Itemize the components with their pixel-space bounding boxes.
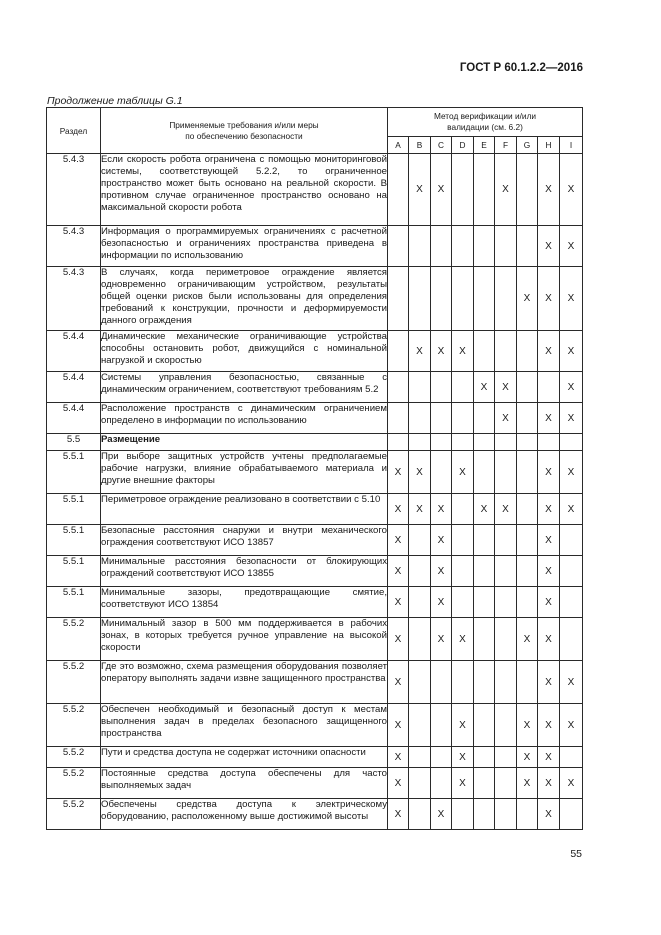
method-mark-e [474,331,495,372]
method-mark-d: X [452,451,474,494]
method-mark-h: X [538,267,560,331]
method-mark-g [517,494,538,525]
method-mark-i [560,556,583,587]
method-mark-h: X [538,154,560,226]
method-mark-b [409,267,431,331]
method-mark-a [388,154,409,226]
method-mark-g [517,434,538,451]
method-mark-c [431,747,452,768]
section-cell: 5.5.2 [47,768,101,799]
section-cell: 5.5.2 [47,661,101,704]
method-mark-h: X [538,403,560,434]
method-mark-h: X [538,661,560,704]
section-cell: 5.4.3 [47,226,101,267]
page-number: 55 [570,848,582,860]
method-mark-e [474,799,495,830]
method-mark-b [409,434,431,451]
method-mark-h: X [538,799,560,830]
method-mark-a: X [388,525,409,556]
method-mark-d [452,372,474,403]
method-mark-a: X [388,799,409,830]
section-cell: 5.4.4 [47,403,101,434]
method-mark-h [538,372,560,403]
requirement-cell: Пути и средства доступа не содержат источники опасности [101,747,388,768]
method-mark-i [560,747,583,768]
section-cell: 5.5.1 [47,556,101,587]
method-mark-a: X [388,556,409,587]
requirement-cell: Минимальный зазор в 500 мм поддерживается в рабочих зонах, в которых требуется ручное управление на высокой скорости [101,618,388,661]
table-row [47,661,583,704]
header-method: Метод верификации и/или валидации (см. 6.2) [388,108,583,137]
method-mark-h [538,434,560,451]
method-mark-d: X [452,747,474,768]
method-mark-f: X [495,372,517,403]
method-mark-h: X [538,747,560,768]
method-mark-f [495,525,517,556]
method-mark-g [517,372,538,403]
table-row [47,372,583,403]
method-mark-g: X [517,704,538,747]
method-mark-g [517,154,538,226]
method-mark-e [474,768,495,799]
table-row [47,768,583,799]
method-mark-c: X [431,799,452,830]
method-mark-g [517,451,538,494]
method-mark-h: X [538,525,560,556]
method-mark-f [495,661,517,704]
section-cell: 5.5.2 [47,747,101,768]
table-row [47,556,583,587]
method-mark-i: X [560,372,583,403]
method-mark-f [495,226,517,267]
method-mark-f: X [495,403,517,434]
method-mark-i: X [560,267,583,331]
method-mark-b: X [409,331,431,372]
method-mark-a [388,226,409,267]
method-mark-h: X [538,768,560,799]
method-mark-i: X [560,494,583,525]
requirement-cell: Динамические механические ограничивающие устройства способны остановить робот, движущийся с номинальной нагрузкой и скоростью [101,331,388,372]
method-mark-e [474,154,495,226]
method-mark-g: X [517,618,538,661]
method-mark-f [495,587,517,618]
method-mark-c [431,451,452,494]
method-mark-f [495,704,517,747]
method-mark-c [431,768,452,799]
method-mark-c: X [431,556,452,587]
method-mark-b [409,403,431,434]
method-mark-e [474,618,495,661]
method-mark-d [452,403,474,434]
requirement-cell: Размещение [101,434,388,451]
method-mark-i [560,587,583,618]
method-mark-f [495,747,517,768]
method-mark-b [409,747,431,768]
method-mark-a: X [388,494,409,525]
table-row [47,587,583,618]
table-row [47,226,583,267]
section-cell: 5.5.1 [47,451,101,494]
method-mark-a: X [388,704,409,747]
method-mark-e [474,226,495,267]
method-mark-i [560,434,583,451]
method-mark-d [452,587,474,618]
method-mark-e [474,451,495,494]
method-mark-f [495,618,517,661]
method-mark-e [474,661,495,704]
method-mark-d [452,154,474,226]
requirement-cell: Минимальные зазоры, предотвращающие смятие, соответствуют ИСО 13854 [101,587,388,618]
requirement-cell: Минимальные расстояния безопасности от блокирующих ограждений соответствуют ИСО 13855 [101,556,388,587]
method-header-g: G [517,137,538,154]
method-header-e: E [474,137,495,154]
method-mark-g [517,525,538,556]
section-cell: 5.5 [47,434,101,451]
method-mark-d [452,661,474,704]
method-mark-g [517,556,538,587]
method-mark-i [560,618,583,661]
method-mark-h: X [538,331,560,372]
method-mark-h: X [538,587,560,618]
method-mark-b [409,372,431,403]
method-mark-i: X [560,451,583,494]
method-mark-i: X [560,403,583,434]
section-cell: 5.4.3 [47,154,101,226]
method-mark-h: X [538,704,560,747]
table-row [47,331,583,372]
method-mark-a: X [388,661,409,704]
table-row [47,618,583,661]
method-mark-c [431,226,452,267]
method-mark-i: X [560,661,583,704]
header-section: Раздел [47,108,101,154]
method-mark-e [474,704,495,747]
requirement-cell: Периметровое ограждение реализовано в соответствии с 5.10 [101,494,388,525]
method-mark-e [474,556,495,587]
method-mark-b [409,799,431,830]
method-header-i: I [560,137,583,154]
method-header-h: H [538,137,560,154]
table-row [47,525,583,556]
requirement-cell: Системы управления безопасностью, связанные с динамическим ограничением, соответствуют требованиям 5.2 [101,372,388,403]
method-mark-h: X [538,451,560,494]
method-mark-f [495,434,517,451]
table-row [47,267,583,331]
table-row [47,747,583,768]
method-mark-c [431,434,452,451]
method-mark-b [409,661,431,704]
method-mark-g [517,226,538,267]
method-mark-h: X [538,556,560,587]
method-mark-g: X [517,267,538,331]
document-code: ГОСТ Р 60.1.2.2—2016 [459,62,583,74]
method-mark-a [388,403,409,434]
method-mark-d: X [452,331,474,372]
method-mark-c [431,267,452,331]
requirement-cell: Информация о программируемых ограничениях с расчетной безопасностью и ограничениях пространства приведена в информации по использованию [101,226,388,267]
method-mark-g [517,403,538,434]
requirement-cell: В случаях, когда периметровое ограждение является одновременно ограничивающим устройством, результаты общей оценки рисков были использованы для определения требований к конструкции, прочности и деформируемости данного ограждения [101,267,388,331]
table-row [47,799,583,830]
method-mark-b [409,587,431,618]
method-mark-d [452,799,474,830]
section-cell: 5.5.2 [47,799,101,830]
method-mark-b [409,618,431,661]
method-mark-g: X [517,747,538,768]
method-mark-b [409,556,431,587]
method-mark-e [474,747,495,768]
method-mark-g [517,661,538,704]
method-mark-b [409,226,431,267]
method-mark-h: X [538,618,560,661]
requirement-cell: Обеспечен необходимый и безопасный доступ к местам выполнения задач в пределах безопасного защищенного пространства [101,704,388,747]
method-mark-i: X [560,768,583,799]
table-row [47,154,583,226]
method-mark-d [452,434,474,451]
method-mark-c: X [431,331,452,372]
method-mark-h: X [538,494,560,525]
table-row [47,403,583,434]
method-mark-i: X [560,704,583,747]
method-mark-h: X [538,226,560,267]
method-mark-g [517,799,538,830]
method-mark-g: X [517,768,538,799]
section-cell: 5.5.1 [47,587,101,618]
method-mark-i [560,799,583,830]
requirement-cell: При выборе защитных устройств учтены предполагаемые рабочие нагрузки, влияние обрабатываемого материала и другие внешние факторы [101,451,388,494]
method-mark-f: X [495,154,517,226]
table-row [47,704,583,747]
method-mark-e [474,403,495,434]
method-mark-a: X [388,768,409,799]
method-mark-c [431,403,452,434]
method-mark-f [495,556,517,587]
method-mark-c: X [431,525,452,556]
method-mark-a: X [388,587,409,618]
method-mark-b [409,704,431,747]
method-header-d: D [452,137,474,154]
method-mark-d: X [452,618,474,661]
method-mark-d [452,226,474,267]
method-mark-b [409,525,431,556]
section-cell: 5.4.3 [47,267,101,331]
section-cell: 5.5.2 [47,618,101,661]
method-mark-d [452,556,474,587]
method-mark-e [474,267,495,331]
method-mark-e [474,434,495,451]
method-mark-a: X [388,618,409,661]
table-caption: Продолжение таблицы G.1 [47,95,183,107]
method-mark-c: X [431,587,452,618]
method-header-b: B [409,137,431,154]
method-mark-a: X [388,747,409,768]
method-mark-c [431,704,452,747]
section-cell: 5.5.1 [47,494,101,525]
method-mark-c: X [431,154,452,226]
method-mark-e: X [474,494,495,525]
section-cell: 5.4.4 [47,331,101,372]
method-mark-f [495,331,517,372]
method-mark-a: X [388,451,409,494]
method-mark-f [495,799,517,830]
requirement-cell: Расположение пространств с динамическим ограничением определено в информации по использованию [101,403,388,434]
method-header-f: F [495,137,517,154]
method-mark-f [495,768,517,799]
method-mark-d [452,267,474,331]
method-mark-g [517,587,538,618]
requirement-cell: Безопасные расстояния снаружи и внутри механического ограждения соответствуют ИСО 13857 [101,525,388,556]
method-mark-a [388,331,409,372]
header-requirements: Применяемые требования и/или меры по обеспечению безопасности [101,108,388,154]
method-mark-i: X [560,154,583,226]
section-cell: 5.4.4 [47,372,101,403]
method-mark-a [388,267,409,331]
method-mark-b: X [409,451,431,494]
method-mark-b: X [409,494,431,525]
method-mark-c: X [431,618,452,661]
section-cell: 5.5.1 [47,525,101,556]
requirements-table [46,107,583,830]
requirement-cell: Постоянные средства доступа обеспечены для часто выполняемых задач [101,768,388,799]
method-mark-c [431,661,452,704]
method-mark-f: X [495,494,517,525]
method-header-c: C [431,137,452,154]
table-row [47,451,583,494]
requirement-cell: Обеспечены средства доступа к электрическому оборудованию, расположенному выше достижимой высоты [101,799,388,830]
method-mark-c: X [431,494,452,525]
section-cell: 5.5.2 [47,704,101,747]
requirement-cell: Если скорость робота ограничена с помощью мониторинговой системы, соответствующей 5.2.2, то ограниченное пространство может быть основано на реальной скорости. В противном случае ограниченное пространство основано на максимальной скорости робота [101,154,388,226]
method-mark-i: X [560,226,583,267]
method-mark-e [474,587,495,618]
method-mark-d [452,525,474,556]
method-mark-i: X [560,331,583,372]
requirement-cell: Где это возможно, схема размещения оборудования позволяет оператору выполнять задачи извне защищенного пространства [101,661,388,704]
table-row [47,434,583,451]
method-mark-a [388,372,409,403]
method-mark-c [431,372,452,403]
method-mark-f [495,267,517,331]
table-row [47,494,583,525]
method-mark-f [495,451,517,494]
method-mark-a [388,434,409,451]
method-mark-i [560,525,583,556]
method-mark-g [517,331,538,372]
method-mark-e: X [474,372,495,403]
method-mark-b: X [409,154,431,226]
method-header-a: A [388,137,409,154]
method-mark-d [452,494,474,525]
method-mark-d: X [452,704,474,747]
method-mark-d: X [452,768,474,799]
method-mark-e [474,525,495,556]
method-mark-b [409,768,431,799]
